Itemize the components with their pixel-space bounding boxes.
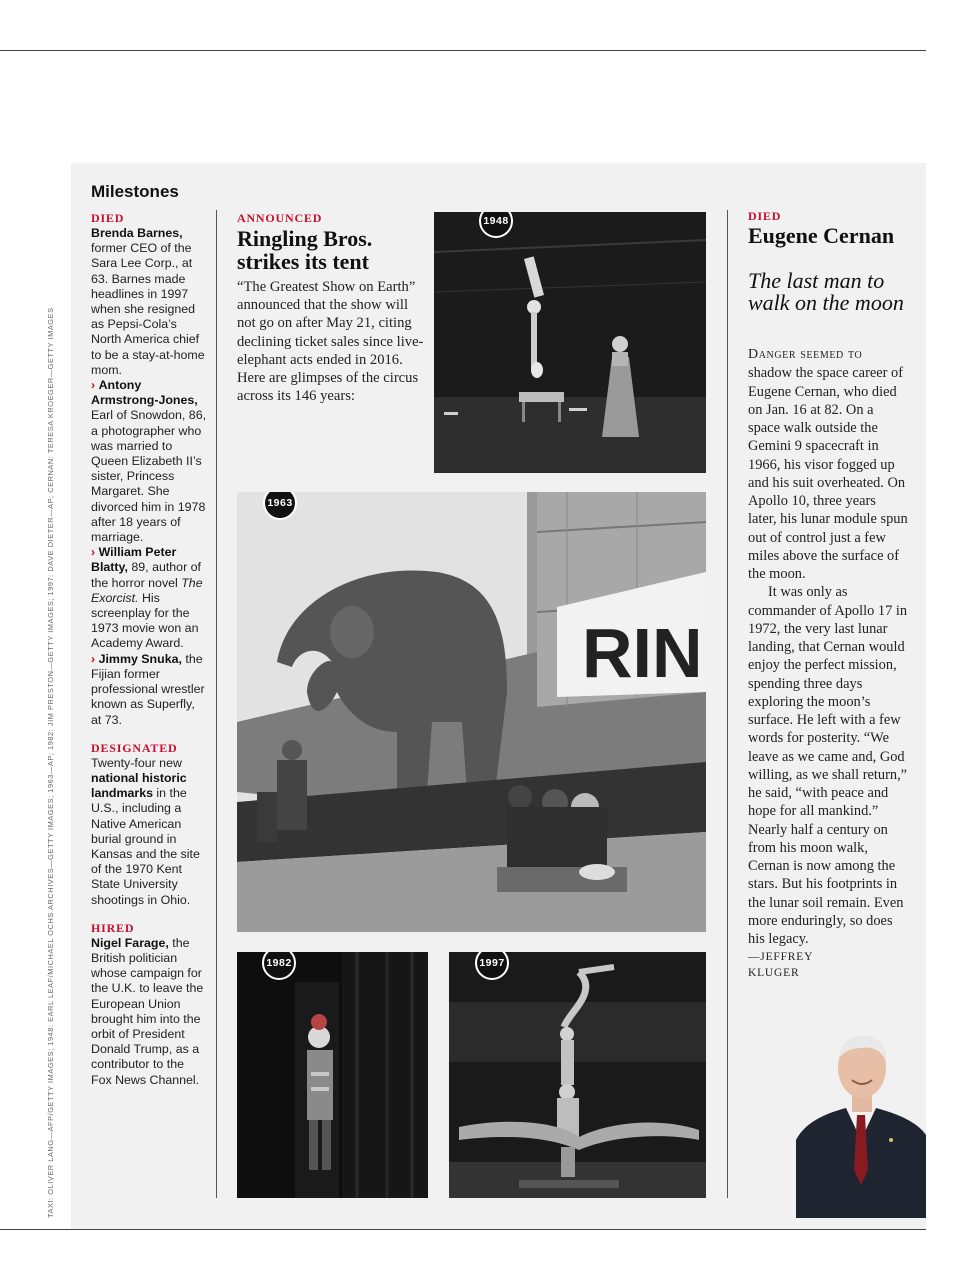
milestones-column [91, 210, 207, 1088]
entry-text: His screenplay for the 1973 movie won an Academy Award. [91, 590, 199, 651]
year-badge-1963: 1963 [263, 492, 297, 520]
cernan-article [748, 345, 908, 981]
train-sign-text: RIN [582, 614, 703, 692]
designated-label: DESIGNATED [91, 740, 178, 755]
circus-headline: Ringling Bros. strikes its tent [237, 226, 373, 274]
entry-name: Nigel Farage, [91, 935, 169, 950]
paragraph-text: shadow the space career of Eugene Cernan, who died on Jan. 16 at 82. On a space walk outside the Gemini 9 spacecraft in 1966, his visor fogged up and his suit overheated. On Apollo 10, three years later, his lunar module spun out of control just a few miles above the surface of the moon. [748, 365, 908, 582]
column-divider-left [216, 210, 217, 1198]
byline [748, 949, 908, 981]
entry-text: Earl of Snowdon, 86, a photographer who was married to Queen Elizabeth II’s sister, Princess Margaret. She divorced him in 1978 after 18 years of marriage. [91, 408, 207, 545]
entry-text: Twenty-four new [91, 755, 182, 770]
photo-1963 [237, 492, 706, 932]
byline-first: —JEFFREY [748, 951, 814, 964]
circus-body [237, 278, 427, 405]
entry-text: the Fijian former professional wrestler known as Superfly, at 73. [91, 651, 205, 727]
entry-name: Brenda Barnes, [91, 226, 183, 240]
photo-1948 [434, 212, 706, 473]
book-title: The Exorcist. [91, 575, 203, 605]
entry-farage [91, 936, 207, 1088]
chevron-right-icon: › [91, 651, 96, 666]
entry-armstrong-jones [91, 378, 207, 545]
year-badge-1982: 1982 [262, 952, 296, 980]
announced-label: ANNOUNCED [237, 211, 323, 225]
year-badge-1948: 1948 [479, 212, 513, 238]
top-rule [0, 50, 926, 51]
entry-brenda-barnes [91, 226, 207, 378]
cernan-name: Eugene Cernan [748, 223, 895, 248]
lead-in: Danger seemed to [748, 347, 863, 362]
entry-name: Antony Armstrong-Jones, [91, 378, 198, 408]
photo-1948-art [434, 212, 706, 473]
chevron-right-icon: › [91, 378, 96, 393]
entry-name: William Peter Blatty, [91, 545, 177, 575]
entry-landmarks [91, 756, 207, 908]
died-label: DIED [91, 211, 125, 225]
column-divider-right [727, 210, 728, 1198]
year-badge-1997: 1997 [475, 952, 509, 980]
chevron-right-icon: › [91, 545, 96, 560]
photo-1982 [237, 952, 428, 1198]
photo-1997 [449, 952, 706, 1198]
circus-body-text: “The Greatest Show on Earth” announced that the show will not go on after May 21, citing declining ticket sales since live-elephant acts ended in 2016. Here are glimpses of the circus across its 146 years: [237, 279, 424, 405]
section-title: Milestones [91, 182, 179, 201]
entry-blatty [91, 545, 207, 651]
cernan-subtitle: The last man to walk on the moon [748, 268, 904, 315]
entry-name: national historic landmarks [91, 770, 187, 801]
entry-text: in the U.S., including a Native American burial ground in Kansas and the site of the 1970 Kent State University shootings in Ohio. [91, 786, 200, 907]
bottom-rule [0, 1229, 926, 1230]
photo-1963-art [237, 492, 706, 932]
cernan-paragraph-1 [748, 345, 908, 583]
entry-snuka [91, 652, 207, 728]
photo-credit: TAXI: OLIVER LANG—AFP/GETTY IMAGES; 1948: EARL LEAF/MICHAEL OCHS ARCHIVES—GETTY IMAGES; 1963—AP; 1982: JIM PRESTON—GETTY IMAGES; 1997: DAVE DIETER—AP; CERNAN: TERESA KROEGER—GETTY IMAGES [46, 307, 55, 1218]
hired-label: HIRED [91, 920, 135, 935]
cernan-portrait [796, 1020, 926, 1218]
entry-text: former CEO of the Sara Lee Corp., at 63. Barnes made headlines in 1997 when she resigned as Pepsi-Cola’s North America chief to be a stay-at-home mom. [91, 241, 205, 377]
entry-text: the British politician whose campaign for the U.K. to leave the European Union brought him into the orbit of President Donald Trump, as a contributor to the Fox News Channel. [91, 935, 204, 1087]
cernan-paragraph-2: It was only as commander of Apollo 17 in 1972, the very last lunar landing, that Cernan would enjoy the perfect mission, spending three days exploring the moon’s surface. He left with a few words for posterity. “We leave as we came and, God willing, as we shall return,” he said, “with peace and hope for all mankind.” Nearly half a century on from his moon walk, Cernan is now among the stars. But his footprints in the lunar soil remain. Even more enduringly, so does his legacy. [748, 584, 908, 947]
photo-1982-art [237, 952, 428, 1198]
entry-text: 89, author of the horror novel [91, 560, 201, 590]
photo-1997-art [449, 952, 706, 1198]
cernan-died-label: DIED [748, 209, 782, 223]
entry-name: Jimmy Snuka, [98, 651, 182, 666]
byline-last: KLUGER [748, 967, 800, 980]
cernan-portrait-art [796, 1020, 926, 1218]
